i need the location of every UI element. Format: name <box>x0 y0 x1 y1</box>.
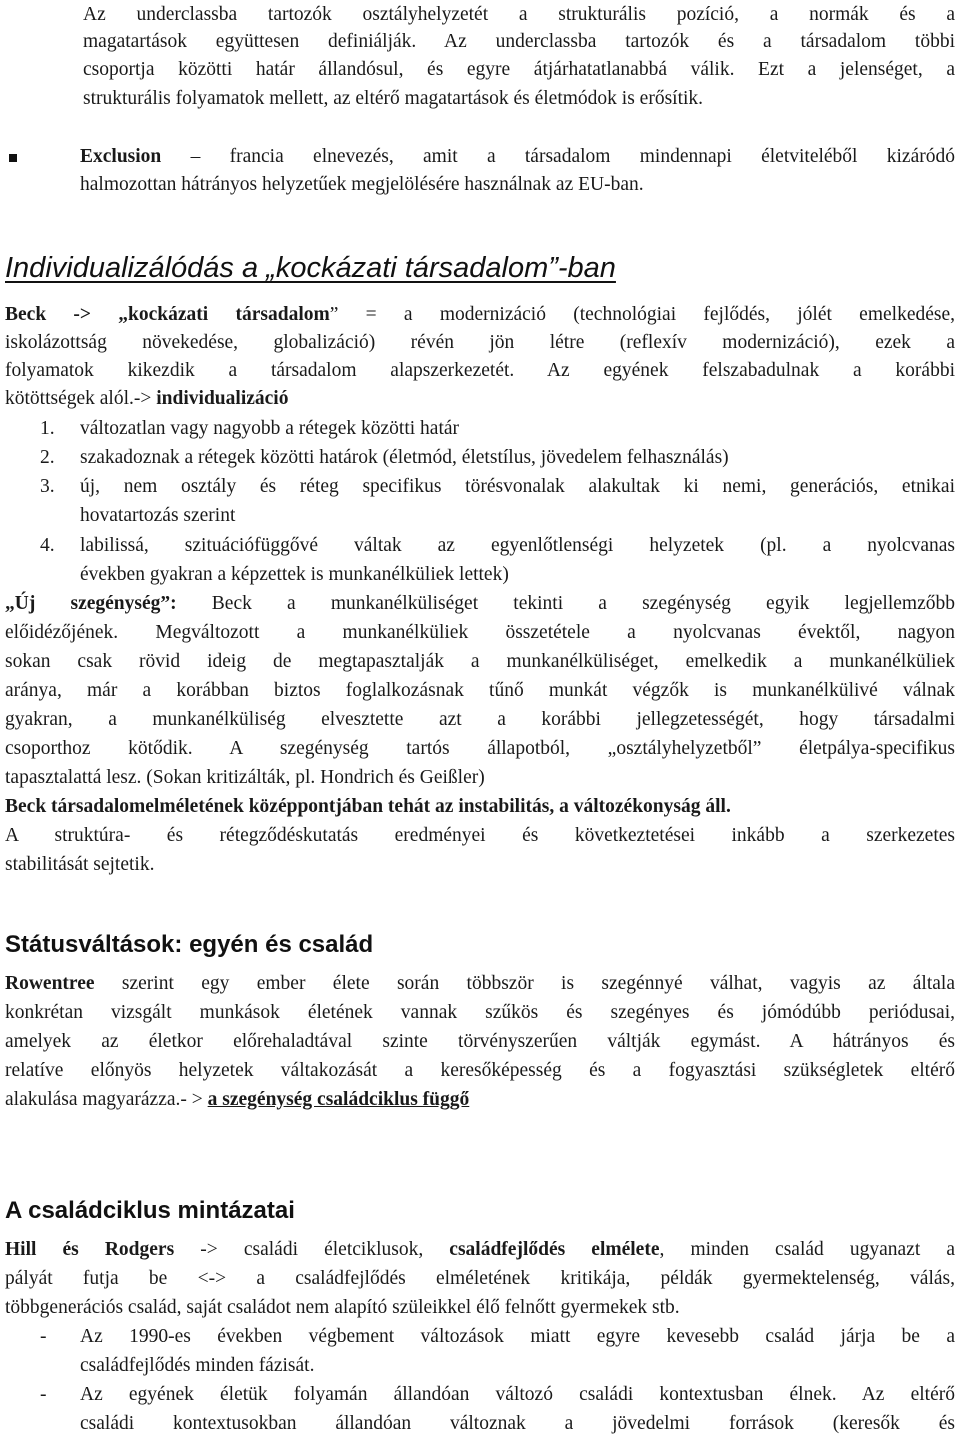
new-poverty-line-4: aránya, már a korábban biztos foglalkozásnak tűnő munkát végzők is munkanélkülivé válnak <box>5 680 955 701</box>
square-bullet-icon <box>0 142 80 171</box>
hill-rodgers-line-3: többgenerációs család, saját családot nem alapító szüleikkel élő felnőtt gyermekek stb. <box>5 1297 680 1318</box>
family-development-theory: családfejlődés elmélete <box>449 1239 660 1260</box>
list-item-2: szakadoznak a rétegek közötti határok (életmód, életstílus, jövedelem felhasználás) <box>80 447 729 468</box>
new-poverty-line-2: előidézőjének. Megváltozott a munkanélküliek összetétele a nyolcvanas évektől, nagyon <box>5 622 955 643</box>
dash-item-1-line-1: Az 1990-es években végbement változások miatt egyre kevesebb család járja be a <box>80 1326 955 1347</box>
beck-line-2: iskolázottság növekedése, globalizáció) révén jön létre (reflexív modernizáció), ezek a <box>5 332 955 353</box>
rowentree-line-5 <box>5 1085 955 1114</box>
rowentree-line-1 <box>5 969 955 998</box>
intro-line-3: csoportja közötti határ állandósul, és egyre átjárhatatlanabbá válik. Ezt a jelenséget, a <box>83 59 955 80</box>
hill-rodgers-line-2: pályát futja be <-> a családfejlődés elméletének kritikája, példák gyermektelenség, válás, <box>5 1268 955 1289</box>
beck-line-4 <box>5 384 955 413</box>
dash-item-2-line-1: Az egyének életük folyamán állandóan változó családi kontextusban élnek. Az eltérő <box>80 1384 955 1405</box>
structure-research-line-1: A struktúra- és rétegződéskutatás eredményei és következtetései inkább a szerkezetes <box>5 825 955 846</box>
new-poverty-line-1 <box>5 589 955 618</box>
beck-line-1 <box>5 300 955 329</box>
rowentree-text: szerint egy ember élete során többször is szegénnyé válhat, vagyis az általa <box>94 973 955 994</box>
rowentree-line-4: relatíve előnyös helyzetek váltakozását a keresőképesség és a fogyasztási szükségletek eltérő <box>5 1060 955 1081</box>
exclusion-definition: – francia elnevezés, amit a társadalom mindennapi életviteléből kizáródó <box>190 146 955 167</box>
exclusion-line-1 <box>80 142 955 171</box>
beck-definition: ” = a modernizáció (technológiai fejlődés, jólét emelkedése, <box>329 304 956 325</box>
dash-item-1-line-2: családfejlődés minden fázisát. <box>80 1355 315 1376</box>
rowentree-line-2: konkrétan vizsgált munkások életének vannak szűkös és szegényes és jómódúbb periódusai, <box>5 1002 955 1023</box>
family-cycle-conclusion: a szegénység családciklus függő <box>207 1089 470 1110</box>
section-heading-status-changes: Státusváltások: egyén és család <box>5 931 374 958</box>
rowentree-name: Rowentree <box>5 973 95 994</box>
intro-line-4: strukturális folyamatok mellett, az eltérő magatartások és életmódok is erősítik. <box>83 88 704 109</box>
hill-rodgers-names: Hill és Rodgers <box>5 1239 175 1260</box>
beck-term: Beck -> „kockázati társadalom <box>5 304 330 325</box>
structure-research-line-2: stabilitását sejtetik. <box>5 854 155 875</box>
list-item-4-line-2: években gyakran a képzettek is munkanélküliek lettek) <box>80 564 509 585</box>
exclusion-term: Exclusion <box>80 146 162 167</box>
hill-rodgers-rest: , minden család ugyanazt a <box>659 1239 955 1260</box>
intro-line-1: Az underclassba tartozók osztályhelyzetét a strukturális pozíció, a normák és a <box>83 4 955 25</box>
list-number: 2. <box>40 447 55 468</box>
new-poverty-text: Beck a munkanélküliséget tekinti a szegénység egyik legjellemzőbb <box>176 593 955 614</box>
intro-line-2: magatartások együttesen definiálják. Az underclassba tartozók és a társadalom többi <box>83 31 955 52</box>
list-item-4-line-1: labilissá, szituációfüggővé váltak az egyenlőtlenségi helyzetek (pl. a nyolcvanas <box>80 535 955 556</box>
new-poverty-line-7: tapasztalattá lesz. (Sokan kritizálták, pl. Hondrich és Geißler) <box>5 767 485 788</box>
beck-line-3: folyamatok kikezdik a társadalom alapszerkezetét. Az egyének felszabadulnak a korábbi <box>5 360 955 381</box>
new-poverty-term: „Új szegénység”: <box>5 593 177 614</box>
new-poverty-line-6: csoporthoz kötődik. A szegénység tartós állapotból, „osztályhelyzetből” életpálya-specifikus <box>5 738 955 759</box>
list-item-3-line-2: hovatartozás szerint <box>80 505 236 526</box>
rowentree-line-3: amelyek az életkor előrehaladtával szinte törvényszerűen váltják egymást. A hátrányos és <box>5 1031 955 1052</box>
section-heading-family-cycle: A családciklus mintázatai <box>5 1197 295 1224</box>
hill-rodgers-mid: -> családi életciklusok, <box>174 1239 450 1260</box>
list-item-3-line-1: új, nem osztály és réteg specifikus törésvonalak alakultak ki nemi, generációs, etnikai <box>80 476 955 497</box>
list-number: 4. <box>40 535 55 556</box>
rowentree-last-text: alakulása magyarázza.- > <box>5 1089 208 1110</box>
list-item-1: változatlan vagy nagyobb a rétegek közötti határ <box>80 418 460 439</box>
list-number: 3. <box>40 476 55 497</box>
beck-line-4-text: kötöttségek alól.-> <box>5 388 157 409</box>
individualization-term: individualizáció <box>156 388 289 409</box>
beck-summary-bold: Beck társadalomelméletének középpontjában tehát az instabilitás, a változékonyság áll. <box>5 796 731 817</box>
section-heading-individualization: Individualizálódás a „kockázati társadalom”-ban <box>5 252 616 284</box>
new-poverty-line-3: sokan csak rövid ideig de megtapasztalják a munkanélküliséget, emelkedik a munkanélküliek <box>5 651 955 672</box>
hill-rodgers-line-1 <box>5 1235 955 1264</box>
dash-marker: - <box>40 1384 47 1405</box>
new-poverty-line-5: gyakran, a munkanélküliség elvesztette azt a korábbi jellegzetességét, hogy társadalmi <box>5 709 955 730</box>
exclusion-line-2: halmozottan hátrányos helyzetűek megjelölésére használnak az EU-ban. <box>80 174 644 195</box>
list-number: 1. <box>40 418 55 439</box>
dash-marker: - <box>40 1326 47 1347</box>
dash-item-2-line-2: családi kontextusokban állandóan változnak a jövedelmi források (keresők és <box>80 1413 955 1434</box>
